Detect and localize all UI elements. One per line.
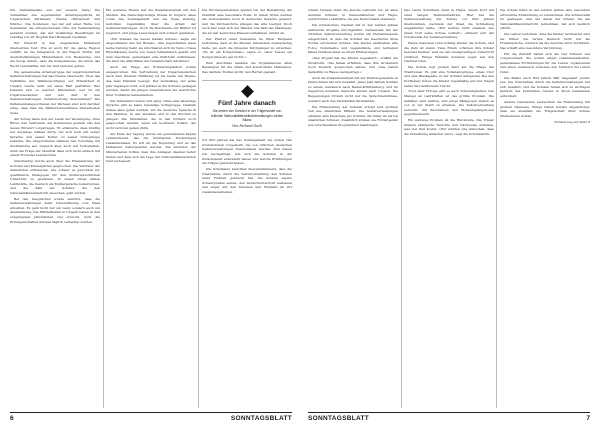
left-page-columns	[10, 8, 292, 408]
column-divider	[103, 8, 104, 408]
paragraph: Ein weiteres Problem ist die Bürokratie. Die Träger müssen zahlreiche Berichte und Nachweise erstellen, was viel Zeit kostet. »Wir würden uns wünschen, dass die Verwaltung einfacher wird«, sagt die Schulleiterin.	[404, 118, 494, 136]
left-column-2	[106, 8, 196, 408]
paragraph: Die Schule hatte in den letzten Jahren eine besonders erfreuliche Entwicklung zu verzeichnen. Die Schülerzahl ist gestiegen, und der Anteil der Kinder, die am Nationalitätenunterricht teilnehmen, hat sich deutlich erhöht.	[500, 8, 590, 31]
paragraph: Die Teilnahmeliste war auf unserer Seite: Die Teilnehmer des sogenannten Arbeitsgesprächs im Ungarischen Parlament, Thema »Ehrenwert und Würde«. Die Konferenz, bei der auf einer Reihe von Seminaren die entsprechenden Orte der Veranstaltung genannt wurden, hat der zuständige Beauftragte im Landtag von Dr. Bogdan Karl Budapest bestätigt.	[10, 8, 100, 40]
article-body	[202, 138, 292, 194]
article-author: Von Richard Guth	[232, 124, 262, 129]
paragraph: Auch die Frage der Erinnerungskultur wurde angesprochen. Die Vertreibung der Ungarndeutschen nach dem Zweiten Weltkrieg ist bis heute ein Thema, das viele Familien bewegt. Der Gedenktag, der jedes Jahr begangen wird, soll stärker in die Schulen getragen werden, damit die jungen Generationen die Geschichte ihrer Vorfahren kennenlernen.	[106, 65, 196, 97]
left-column-3	[202, 8, 292, 408]
paragraph: Gleichzeitig wurde auch über die Finanzierung der Schulen und Kindergärten gesprochen. Die Vertreter der Gemeinden schilderten, wie schwer es geworden ist, qualifizierte Pädagogen für den muttersprachlichen Unterricht zu gewinnen. In vielen Orten fehlen Lehrkräfte, die Deutsch als Muttersprache beherrschen, und die Zahl der Schüler, die den Nationalitätenunterricht besuchen, geht zurück.	[10, 159, 100, 195]
publication-name: SONNTAGSBLATT	[308, 415, 370, 422]
paragraph: schaut Nevada steht die gleiche Lehrerin vor, an allen anderen Schulen, in Nemesnádudvar und Hajós, unterrichten Lehrkräfte, die aus Deutschland stammen.	[308, 8, 398, 22]
paragraph: Am Ende der Tagung wurde ein gemeinsames Papier verabschiedet, das die wichtigsten Forderungen zusammenfasst. Es soll an die Regierung und an das Parlament weitergeleitet werden. Die Vertreter der Minderheiten hoffen, dass ihre Anliegen diesmal Gehör finden und dass sich die Lage der Nationalitätenschulen bald verbessert.	[106, 131, 196, 164]
article-header	[202, 80, 292, 132]
article-deck: Die ersten vier Schulen in der Trägerschaft von örtlichen Nationalitätenselbstverwaltungen ziehen Bilanz	[210, 109, 284, 123]
paragraph: Die Finanzierung der Schulen erfolgt zum größten Teil aus staatlichen Mitteln. Die Selbstverwaltungen erhalten eine Pauschale pro Schüler, die höher ist als bei staatlichen Schulen. Zusätzlich können sie Fördergelder aus verschiedenen Programmen beantragen.	[308, 104, 398, 127]
paragraph: Die Grundschule Nadwar hat in den letzten Jahren zahlreiche Projekte durchgeführt. Gemeinsam mit der örtlichen Selbstverwaltung wurde ein Heimatmuseum eingerichtet, in dem die Schüler die Geschichte ihres Dorfes erforschen können. Die Kinder sammelten alte Fotos, Dokumente und Gegenstände und befragten ältere Dorfbewohner zu ihren Erinnerungen.	[308, 23, 398, 55]
left-column-3-text	[202, 8, 292, 74]
right-column-1	[308, 8, 398, 408]
paragraph: Die Kirchengemeinden spielen bei der Bewahrung der Identität eine besondere Rolle. In vielen Orten werden die Gottesdienste noch in deutscher Sprache gefeiert, und die Kirchenchöre pflegen das alte Liedgut. Doch auch hier zeigt sich der Wandel: Die Zahl der Gläubigen, die an den deutschen Messen teilnehmen, nimmt ab.	[202, 8, 292, 35]
paragraph: Ein weiteres Thema war die Zusammenarbeit mit den Medien. Die deutschsprachige Presse in Ungarn, allen voran das Sonntagsblatt und die Neue Zeitung, berichten regelmäßig über die Arbeit der Selbstverwaltungen. Doch die Reichweite der Blätter ist begrenzt, und junge Leser lassen sich schwer gewinnen.	[106, 8, 196, 35]
footer-rule	[10, 412, 292, 413]
right-column-3-text	[500, 8, 590, 118]
diamond-icon	[241, 86, 254, 99]
paragraph: Die Teilnehmer waren sich einig: Ohne eine lebendige Sprache gibt es keine lebendige Volksgruppe. Deshalb müsse alles getan werden, um die deutsche Sprache in den Familien, in den Vereinen und in den Kirchen zu pflegen. Die Mundarten, die in den Dörfern noch gesprochen werden, seien ein kostbarer Schatz, der nicht verloren gehen dürfe.	[106, 98, 196, 130]
right-page	[300, 0, 600, 424]
column-divider	[496, 8, 497, 408]
paragraph: Am Vortag hatte sich der Leiter der Vereinigung, Imre Ritter, den Vertretern der Kommunen gestellt und den neuen Entwurf vorgetragen. Er erläuterte, dass künftig nur derjenige wählen dürfe, der sich auch mit seiner Sprache und seiner Kultur zu seiner Volksgruppe bekenne. Die Abgeordneten nahmen den Vorschlag mit Zustimmung auf, zugleich aber auch mit Vorbehalten, denn die Frage der Identität lässt sich nicht einfach mit einem Formular beantworten.	[10, 116, 100, 158]
footer-rule	[308, 412, 590, 413]
paragraph: Vor fünf Jahren hat das Sonntagsblatt die ersten vier Grundschulen vorgestellt, die von örtlichen deutschen Selbstverwaltungen übernommen wurden. Nun haben wir nachgefragt, wie sich die Schulen in der Zwischenzeit entwickelt haben und welche Erfahrungen die Träger gemacht haben.	[202, 138, 292, 166]
paragraph: Der Pfarrer einer Gemeinde im Ofner Bergland berichtete, dass er die Messen inzwischen zweisprachig halte, um auch die jüngeren Kirchgänger zu erreichen. »Es ist ein Kompromiss«, sagte er, »aber besser ein Kompromiss als gar nichts.«	[202, 36, 292, 59]
paragraph: »Wir müssen die neuen Kanäle nutzen«, sagte ein Abgeordneter aus der Branau. »Die Jugendlichen lesen keine Zeitung mehr, sie informieren sich im Netz.« Diese Einschätzung wurde von vielen Teilnehmern geteilt, und man beschloss, gemeinsam eine Plattform aufzubauen, die über die Aktivitäten der Gemeinschaft informiert.	[106, 36, 196, 64]
paragraph: Zum Abschluss dankten die Organisatoren allen Beteiligten für die offene und konstruktive Diskussion. Das nächste Treffen ist für den Herbst geplant.	[202, 60, 292, 74]
paragraph: Die Schulleiter berichten übereinstimmend, dass die Übernahme durch die Selbstverwaltung den Schulen mehr Freiheit gebracht hat. Sie können eigene Schwerpunkte setzen, den Deutschunterricht ausbauen und enger mit den Vereinen und Familien im Ort zusammenarbeiten.	[202, 167, 292, 194]
left-footer	[0, 410, 300, 424]
page-number: 6	[10, 415, 14, 422]
article-title: Fünf Jahre danach	[218, 100, 276, 108]
paragraph: Auch die Zusammenarbeit mit der Partnergemeinde in Deutschland hat sich bewährt. Jedes Jahr fahren Schüler zu einem Austausch nach Baden-Württemberg, und im Gegenzug kommen deutsche Kinder nach Ungarn. Die Begegnungen fördern nicht nur die Sprachkenntnisse, sondern auch das Verständnis füreinander.	[308, 75, 398, 103]
continuation-note: Fortsetzung auf Seite 8	[554, 120, 590, 125]
paragraph: Die gemeinsame Arbeitsgruppe der ungarndeutschen Selbstverwaltungen hat das Thema untersucht. Über das Verhältnis der Wahlberechtigten zur Minderheit in Ungarn wurde nicht um einen Fakt gestritten. Wer bekennt sich zu welcher Minderheit, wer ist ein Ungarndeutscher, und wer darf in den Selbstverwaltungen Verantwortung übernehmen? Die Parlamentsabgeordneten der Parteien sind sich darüber einig, dass man die Wählerverzeichnisse überarbeiten muss.	[10, 69, 100, 115]
publication-name: SONNTAGSBLATT	[230, 415, 292, 422]
paragraph: Die Lehrer berichten, dass die Kinder motivierter sind als früher. Sie lernen Deutsch nicht nur als Fremdsprache, sondern als die Sprache ihrer Vorfahren. Das schafft eine besondere Verbindung.	[500, 32, 590, 50]
paragraph: Bei den Gesprächen wurde deutlich, dass die Selbstverwaltungen mehr Unterstützung vom Staat erwarten. Es geht nicht nur um Geld, sondern auch um Anerkennung. Die Minderheiten in Ungarn haben in den vergangenen Jahrzehnten viel erreicht, doch die Errungenschaften müssen täglich verteidigt werden.	[10, 196, 100, 224]
paragraph: Andere Gemeinden beobachten die Entwicklung mit großem Interesse. Einige haben bereits angekündigt, dass sie ebenfalls die Trägerschaft ihrer Schule übernehmen wollen.	[500, 99, 590, 118]
right-footer	[300, 410, 600, 424]
paragraph: Wir Einsicht in den ungarischen Parlament übersetzten Text: Wie er auch für die ganze Region zutrifft, ist die Integration in der Region Dörfer mit deutschstämmigen Minderheiten von Bedeutung, und die Sorge darum, dass die Kompetenzen, die ihnen das Recht verschaffen, mit der Zeit verloren gehen.	[10, 41, 100, 68]
paragraph: Trotz aller Erfolge gibt es auch Schwierigkeiten. Der Mangel an Lehrkräften ist das größte Problem. Die Gehälter sind niedrig, und junge Pädagogen ziehen es vor, in der Stadt zu arbeiten. Die Selbstverwaltung versucht, mit Zuschüssen und Wohnungsangeboten gegenzusteuern.	[404, 89, 494, 117]
right-page-columns	[308, 8, 590, 408]
column-divider	[401, 8, 402, 408]
paragraph: Heute besuchen rund achtzig Kinder die Schule, und die Zahl ist stabil. Viele Eltern schicken ihre Kinder bewusst hierher, weil sie den zweisprachigen Unterricht schätzen. Einige Familien kommen sogar aus den Nachbarorten.	[404, 41, 494, 64]
paragraph: Das vierte Schulhaus steht in Hajós, einem Dorf mit einer langen Weinbautradition. Hier hat die Selbstverwaltung die Schule vor fünf Jahren übernommen, nachdem der Staat die Schließung angekündigt hatte. »Wir wollten nicht zusehen, wie unser Dorf seine Schule verliert«, erinnert sich der Vorsitzende der Selbstverwaltung.	[404, 8, 494, 40]
page-number: 7	[586, 415, 590, 422]
paragraph: »Das Projekt hat die Kinder begeistert«, erzählt die Direktorin. »Sie haben erfahren, dass ihre Großeltern noch Deutsch gesprochen haben, und viele haben daraufhin zu Hause nachgefragt.«	[308, 56, 398, 74]
left-column-1	[10, 8, 100, 408]
paragraph: Für die Zukunft haben sich die vier Schulen viel vorgenommen. Sie wollen enger zusammenarbeiten, gemeinsame Fortbildungen für die Lehrer organisieren und einen Austausch zwischen den Schülern ins Leben rufen.	[500, 51, 590, 74]
paragraph: Die Schule legt großen Wert auf die Pflege der Traditionen. Es gibt eine Volkstanzgruppe, einen Chor und eine Blaskapelle, in der Schüler mitspielen. Bei den Dorffesten treten die Kinder regelmäßig auf und tragen dabei die traditionelle Tracht.	[404, 65, 494, 88]
right-column-2	[404, 8, 494, 408]
paragraph: Die Bilanz nach fünf Jahren fällt insgesamt positiv aus. Die Übernahme durch die Selbstverwaltungen hat sich bewährt, und die Schulen haben sich zu wichtigen Zentren des kulturellen Lebens in ihren Gemeinden entwickelt.	[500, 75, 590, 99]
right-column-3	[500, 8, 590, 408]
column-divider	[198, 8, 199, 408]
